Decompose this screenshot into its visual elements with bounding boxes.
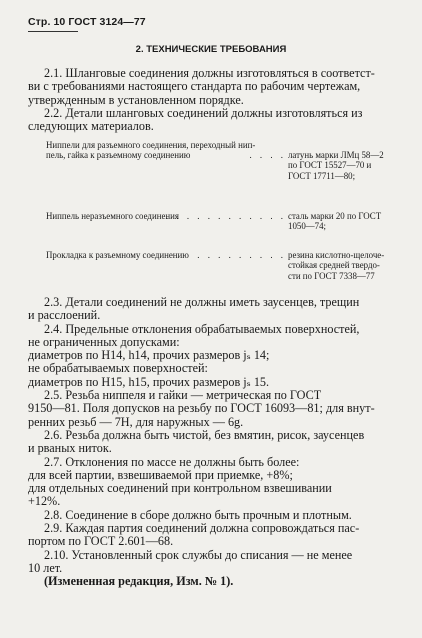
paragraph-line: диаметров по H14, h14, прочих размеров jₛ 14; <box>28 348 270 363</box>
material-part-name: Ниппели для разъемного соединения, переходный нип- пель, гайка к разъемному соединению <box>46 140 256 161</box>
paragraph-line: 2.3. Детали соединений не должны иметь заусенцев, трещин <box>44 295 360 309</box>
material-value: сталь марки 20 по ГОСТ 1050—74; <box>288 211 382 232</box>
paragraph-line: для отдельных соединений при контрольном взвешивании <box>28 481 332 496</box>
material-part-name: Прокладка к разъемному соединению <box>46 250 189 260</box>
paragraph-line: ренних резьб — 7H, для наружных — 6g. <box>28 414 244 429</box>
leader-dots: . . . . <box>249 150 286 160</box>
paragraph-line: диаметров по H15, h15, прочих размеров jₛ 15. <box>28 374 270 389</box>
paragraph-line: 2.4. Предельные отклонения обрабатываемых поверхностей, <box>44 321 360 336</box>
paragraph-line: не ограниченных допусками: <box>28 334 180 349</box>
page-header: Стр. 10 ГОСТ 3124—77 <box>28 16 146 28</box>
paragraph-line: 2.1. Шланговые соединения должны изготовляться в соответст- <box>44 66 375 80</box>
paragraph-line: 2.8. Соединение в сборе должно быть прочным и плотным. <box>44 507 352 522</box>
paragraph-line: 2.9. Каждая партия соединений должна сопровождаться пас- <box>44 521 360 536</box>
paragraph-line: не обрабатываемых поверхностей: <box>28 361 208 376</box>
paragraph-line: ви с требованиями настоящего стандарта по рабочим чертежам, <box>28 79 361 94</box>
paragraph-line: 2.10. Установленный срок службы до списания — не менее <box>44 547 353 562</box>
leader-dots: . . . . . . . . . . . . <box>165 211 286 221</box>
material-part-name: Ниппель неразъемного соединения <box>46 211 179 221</box>
header-rule <box>28 31 78 32</box>
paragraph-line: 2.7. Отклонения по массе не должны быть более: <box>44 454 300 469</box>
intro-text <box>28 67 402 133</box>
paragraph-line: 10 лет. <box>28 560 63 575</box>
material-value: резина кислотно-щелоче- стойкая средней твердо- сти по ГОСТ 7338—77 <box>288 250 385 281</box>
paragraph-line: портом по ГОСТ 2.601—68. <box>28 534 174 549</box>
section-title: 2. ТЕХНИЧЕСКИЕ ТРЕБОВАНИЯ <box>135 44 287 55</box>
paragraph-line: +12%. <box>28 494 61 509</box>
paragraph-line: и рваных ниток. <box>28 441 112 456</box>
revision-note: (Измененная редакция, Изм. № 1). <box>44 574 234 589</box>
material-value: латунь марки ЛМц 58—2 по ГОСТ 15527—70 и ГОСТ 17711—80; <box>288 150 384 181</box>
paragraph-line: 2.5. Резьба ниппеля и гайки — метрическая по ГОСТ <box>44 388 322 403</box>
paragraph-line: для всей партии, взвешиваемой при приемке, +8%; <box>28 467 293 482</box>
paragraph-line: следующих материалов. <box>28 119 154 134</box>
paragraph-line: утвержденным в установленном порядке. <box>28 92 244 107</box>
paragraph-line: и расслоений. <box>28 308 101 323</box>
paragraph-line: 9150—81. Поля допусков на резьбу по ГОСТ 16093—81; для внут- <box>28 401 375 416</box>
paragraph-line: 2.2. Детали шланговых соединений должны изготовляться из <box>44 105 363 120</box>
paragraph-line: 2.6. Резьба должна быть чистой, без вмятин, рисок, заусенцев <box>44 427 365 442</box>
requirements-text <box>28 296 402 589</box>
leader-dots: . . . . . . . . . <box>197 250 286 260</box>
